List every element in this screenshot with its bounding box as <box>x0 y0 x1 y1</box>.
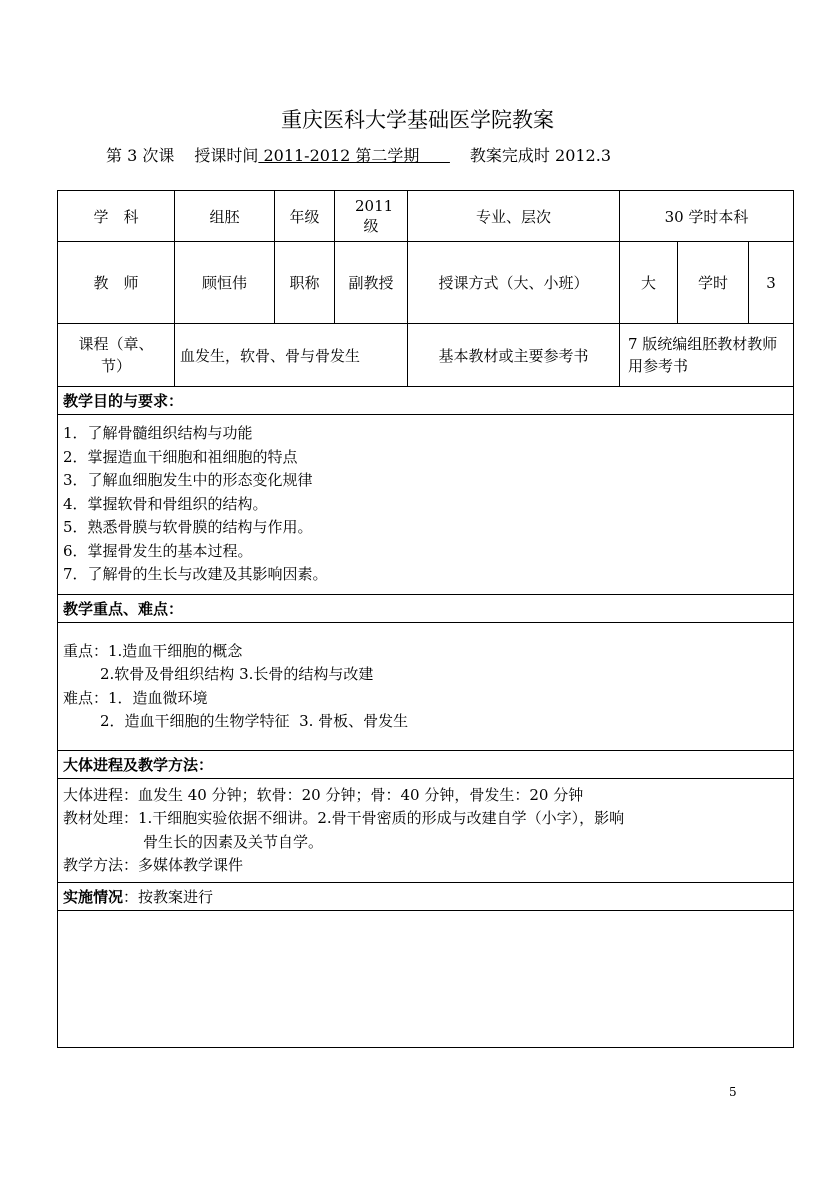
difficult-point-line: 难点：1．造血微环境 <box>63 688 208 707</box>
list-item: 1．了解骨髓组织结构与功能 <box>63 424 253 443</box>
teaching-mode-label: 授课方式（大、小班） <box>408 242 620 324</box>
rank-value: 副教授 <box>335 242 408 324</box>
course-value: 血发生，软骨、骨与骨发生 <box>175 324 408 387</box>
plan-completed-date: 教案完成时 2012.3 <box>469 146 611 165</box>
document-title: 重庆医科大学基础医学院教案 <box>281 108 554 132</box>
major-value: 30 学时本科 <box>620 191 794 242</box>
keypoints-heading: 教学重点、难点： <box>58 595 794 623</box>
key-point-line: 重点：1.造血干细胞的概念 <box>63 641 243 660</box>
grade-label: 年级 <box>275 191 335 242</box>
hours-value: 3 <box>749 242 794 324</box>
table-row <box>58 595 794 623</box>
table-row <box>58 191 794 242</box>
teaching-mode-value: 大 <box>620 242 678 324</box>
blank-notes-area <box>58 911 794 1048</box>
teaching-method: 教学方法：多媒体教学课件 <box>63 856 244 874</box>
course-label: 课程（章、节） <box>58 324 175 387</box>
process-schedule: 大体进程：血发生 40 分钟；软骨：20 分钟；骨：40 分钟，骨发生：20 分钟 <box>63 785 584 804</box>
list-item: 5．熟悉骨膜与软骨膜的结构与作用。 <box>63 518 313 537</box>
subject-value: 组胚 <box>175 191 275 242</box>
grade-value: 2011级 <box>335 191 408 242</box>
lesson-info-line <box>106 143 611 166</box>
difficult-point-line: 2．造血干细胞的生物学特征 3. 骨板、骨发生 <box>100 712 409 730</box>
list-item: 7．了解骨的生长与改建及其影响因素。 <box>63 565 328 584</box>
process-content <box>58 779 794 883</box>
objectives-heading: 教学目的与要求： <box>58 387 794 415</box>
textbook-value: 7 版统编组胚教材教师用参考书 <box>620 324 794 387</box>
list-item: 3．了解血细胞发生中的形态变化规律 <box>63 471 313 490</box>
list-item: 4．掌握软骨和骨组织的结构。 <box>63 494 268 513</box>
key-point-line: 2.软骨及骨组织结构 3.长骨的结构与改建 <box>100 665 374 683</box>
material-handling-continued: 骨生长的因素及关节自学。 <box>143 832 324 851</box>
table-row <box>58 623 794 751</box>
lesson-time-value: 2011-2012 第二学期 <box>258 146 450 165</box>
implementation-heading: 实施情况 <box>63 888 124 906</box>
teacher-label: 教 师 <box>58 242 175 324</box>
subject-label: 学 科 <box>58 191 175 242</box>
page-number: 5 <box>729 1085 737 1099</box>
objectives-list <box>58 415 794 595</box>
table-row <box>58 911 794 1048</box>
textbook-label: 基本教材或主要参考书 <box>408 324 620 387</box>
implementation-row <box>58 883 794 911</box>
major-label: 专业、层次 <box>408 191 620 242</box>
process-heading: 大体进程及教学方法： <box>58 751 794 779</box>
table-row <box>58 324 794 387</box>
table-row <box>58 751 794 779</box>
lesson-plan-table <box>57 190 794 1048</box>
implementation-text: ：按教案进行 <box>123 888 214 906</box>
lesson-number: 第 3 次课 <box>106 146 175 165</box>
table-row <box>58 779 794 883</box>
table-row <box>58 387 794 415</box>
table-row <box>58 883 794 911</box>
rank-label: 职称 <box>275 242 335 324</box>
hours-label: 学时 <box>678 242 749 324</box>
keypoints-content <box>58 623 794 751</box>
list-item: 2．掌握造血干细胞和祖细胞的特点 <box>63 447 298 466</box>
list-item: 6．掌握骨发生的基本过程。 <box>63 541 253 560</box>
lesson-time-label: 授课时间 <box>194 146 259 165</box>
material-handling: 教材处理：1.干细胞实验依据不细讲。2.骨干骨密质的形成与改建自学（小字），影响 <box>63 809 625 827</box>
table-row <box>58 242 794 324</box>
teacher-value: 顾恒伟 <box>175 242 275 324</box>
table-row <box>58 415 794 595</box>
